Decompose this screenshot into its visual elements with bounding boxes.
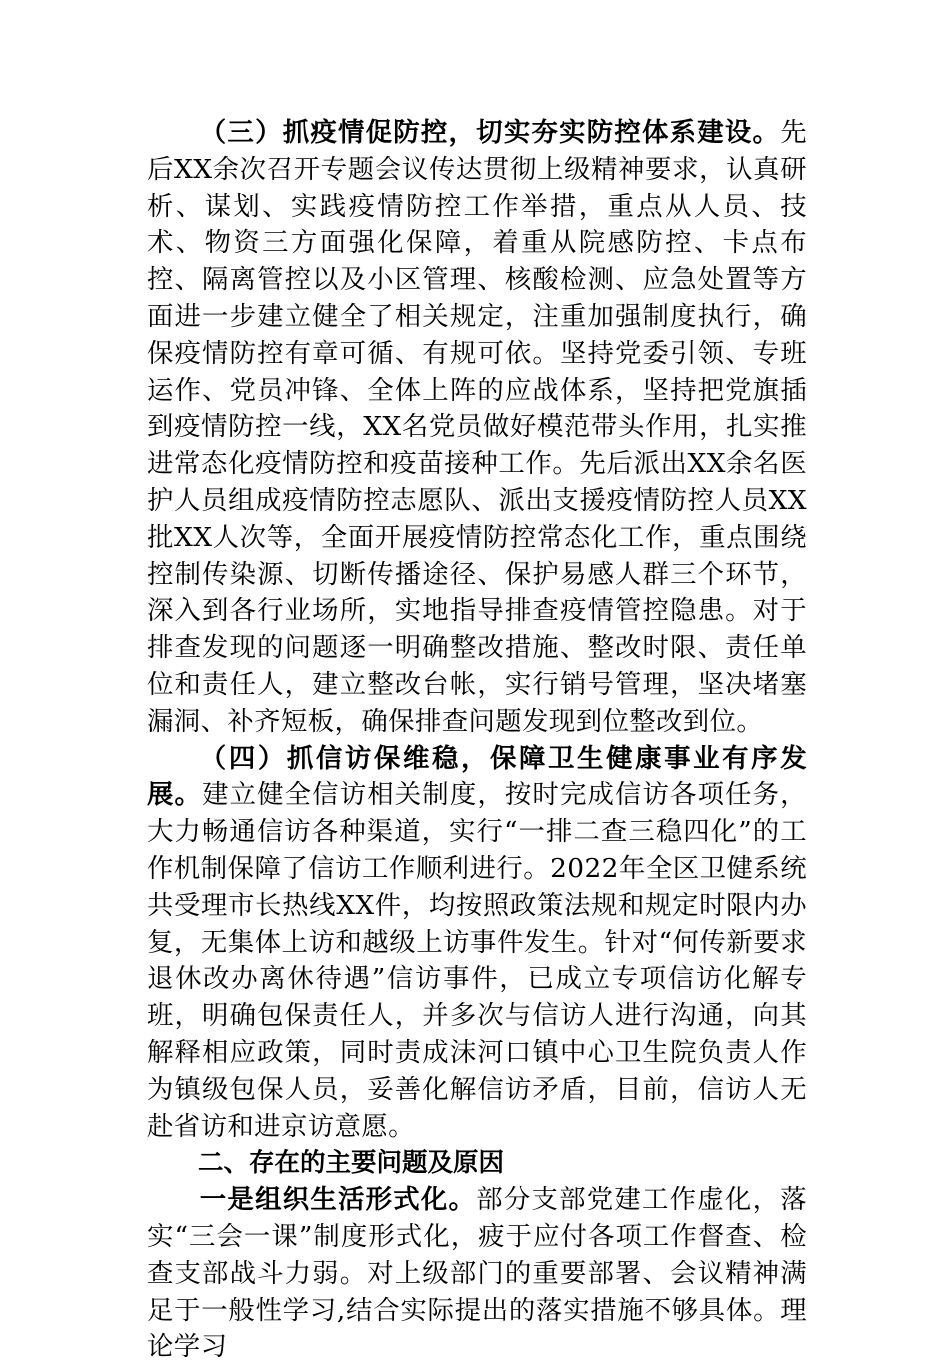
paragraph-lead: （四）抓信访保维稳，保障卫生健康事业有序发展。: [147, 742, 807, 811]
paragraph-petition-stability: [147, 741, 807, 1146]
paragraph-body: 建立健全信访相关制度，按时完成信访各项任务，大力畅通信访各种渠道，实行“一排二查三稳四化”的工作机制保障了信访工作顺利进行。2022年全区卫健系统共受理市长热线XX件，均按照政策法规和规定时限内办复，无集体上访和越级上访事件发生。针对“何传新要求退休改办离休待遇”信访事件，已成立专项信访化解专班，明确包保责任人，并多次与信访人进行沟通，向其解释相应政策，同时责成沫河口镇中心卫生院负责人作为镇级包保人员，妥善化解信访矛盾，目前，信访人无赴省访和进京访意愿。: [147, 779, 807, 1142]
paragraph-lead: （三）抓疫情促防控，切实夯实防控体系建设。: [199, 117, 781, 148]
section-heading: 二、存在的主要问题及原因: [198, 1148, 505, 1179]
paragraph-body: 先后XX余次召开专题会议传达贯彻上级精神要求，认真研析、谋划、实践疫情防控工作举措，重点从人员、技术、物资三方面强化保障，着重从院感防控、卡点布控、隔离管控以及小区管理、核酸检测、应急处置等方面进一步建立健全了相关规定，注重加强制度执行，确保疫情防控有章可循、有规可依。坚持党委引领、专班运作、党员冲锋、全体上阵的应战体系，坚持把党旗插到疫情防控一线，XX名党员做好模范带头作用，扎实推进常态化疫情防控和疫苗接种工作。先后派出XX余名医护人员组成疫情防控志愿队、派出支援疫情防控人员XX批XX人次等，全面开展疫情防控常态化工作，重点围绕控制传染源、切断传播途径、保护易感人群三个环节，深入到各行业场所，实地指导排查疫情管控隐患。对于排查发现的问题逐一明确整改措施、整改时限、责任单位和责任人，建立整改台帐，实行销号管理，坚决堵塞漏洞、补齐短板，确保排查问题发现到位整改到位。: [147, 117, 807, 737]
paragraph-organizational-life: [147, 1182, 807, 1366]
paragraph-body: 部分支部党建工作虚化，落实“三会一课”制度形式化，疲于应付各项工作督查、检查支部战斗力弱。对上级部门的重要部署、会议精神满足于一般性学习,结合实际提出的落实措施不够具体。理论学习: [147, 1184, 807, 1363]
paragraph-epidemic-prevention: [147, 115, 807, 741]
paragraph-lead: 一是组织生活形式化。: [199, 1184, 477, 1216]
